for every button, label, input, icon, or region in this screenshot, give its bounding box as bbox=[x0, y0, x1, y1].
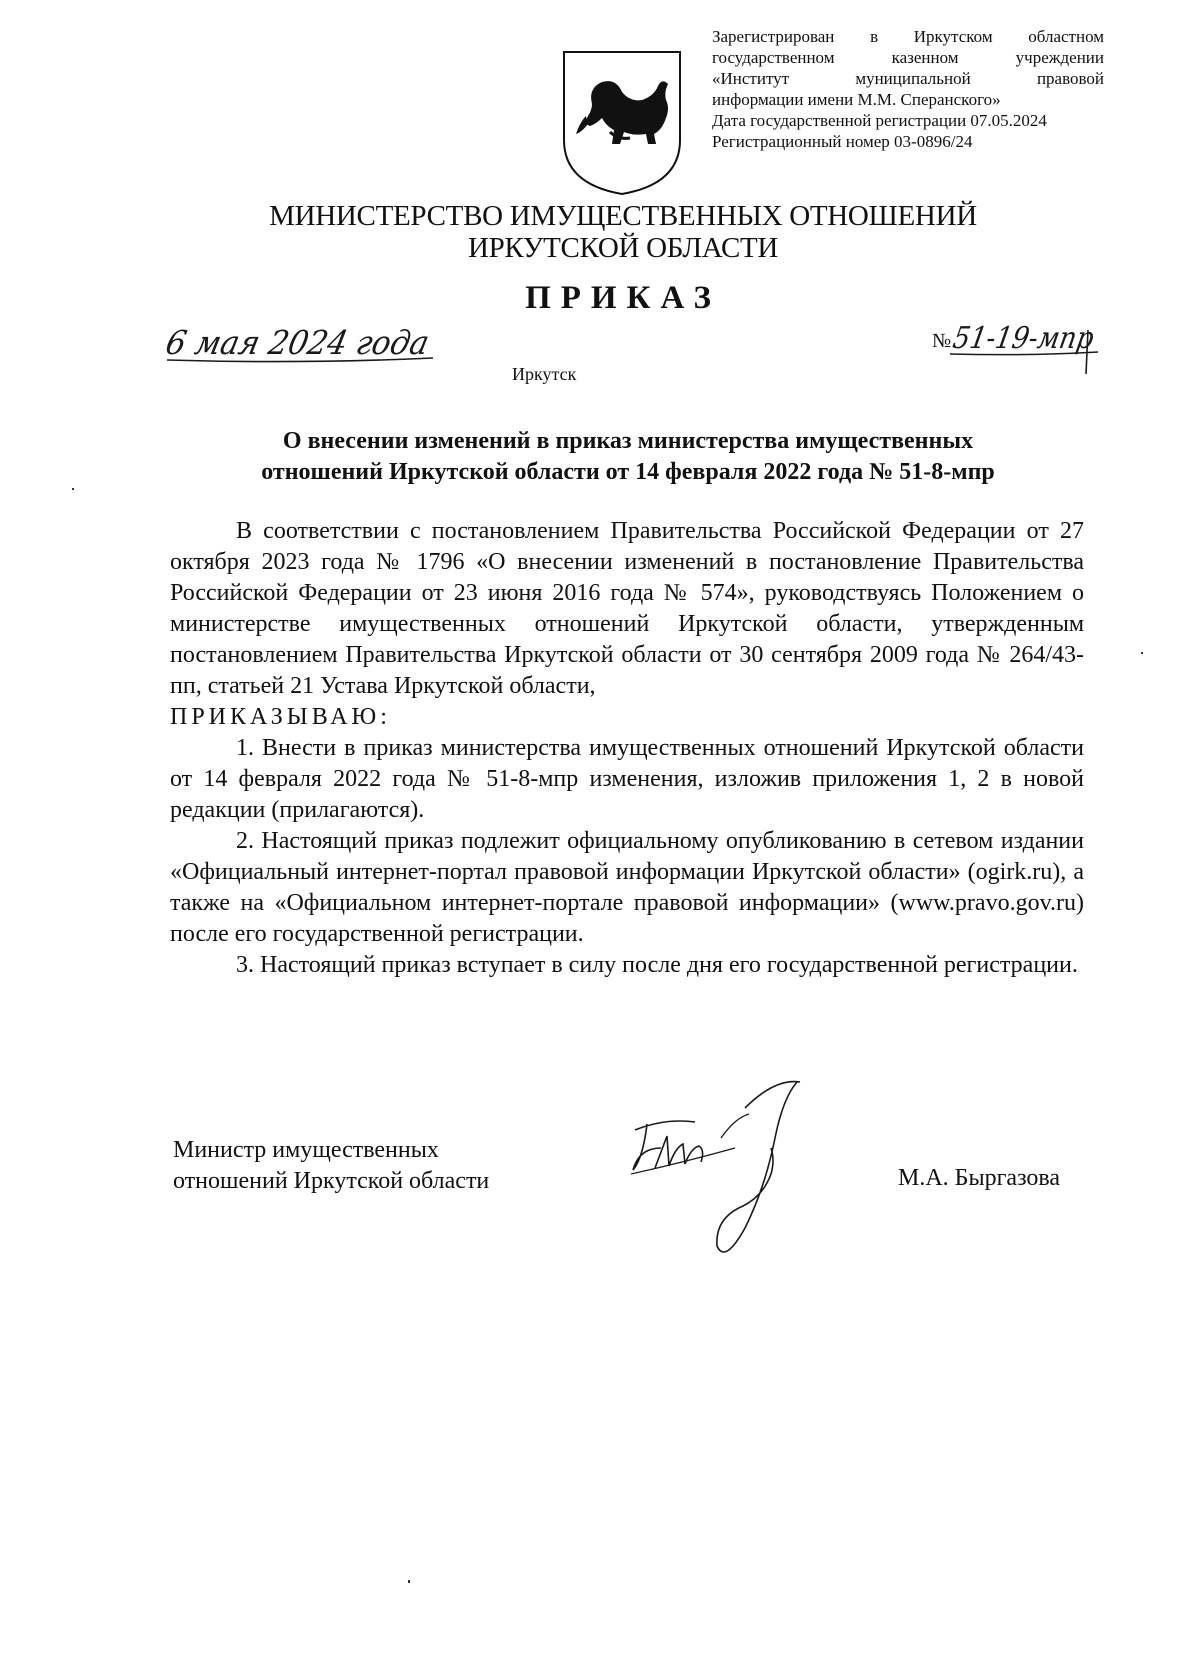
registration-number: Регистрационный номер 03-0896/24 bbox=[712, 132, 973, 151]
document-heading-line2: отношений Иркутской области от 14 февраля 2022 года № 51-8-мпр bbox=[261, 459, 995, 485]
order-item-2: 2. Настоящий приказ подлежит официальному опубликованию в сетевом издании «Официальный интернет-портал правовой информации Иркутской области» (ogirk.ru), а также на «Официальном интернет-портале правовой информации» (www.pravo.gov.ru) после его государственной регистрации. bbox=[170, 828, 1084, 947]
city: Иркутск bbox=[512, 364, 577, 384]
svg-text:51-19-мпр: 51-19-мпр bbox=[950, 321, 1108, 356]
handwritten-signature bbox=[625, 1078, 825, 1268]
scan-speck bbox=[1141, 652, 1143, 654]
registration-stamp-line: государственном казенном учреждении bbox=[712, 48, 1104, 67]
registration-stamp-line: Зарегистрирован в Иркутском областном bbox=[712, 27, 1104, 46]
order-verb: ПРИКАЗЫВАЮ: bbox=[170, 704, 391, 730]
registration-stamp-line: информации имени М.М. Сперанского» bbox=[712, 90, 1001, 109]
document-heading-line1: О внесении изменений в приказ министерства имущественных bbox=[282, 428, 974, 454]
registration-stamp-line: «Институт муниципальной правовой bbox=[712, 69, 1104, 88]
ministry-name-line2: ИРКУТСКОЙ ОБЛАСТИ bbox=[467, 232, 779, 264]
scan-speck bbox=[72, 488, 74, 490]
order-number-label: № bbox=[932, 330, 952, 352]
signer-position-line2: отношений Иркутской области bbox=[173, 1168, 490, 1194]
ministry-name-line1: МИНИСТЕРСТВО ИМУЩЕСТВЕННЫХ ОТНОШЕНИЙ bbox=[269, 200, 977, 232]
svg-text:6 мая 2024 года: 6 мая 2024 года bbox=[163, 323, 453, 362]
preamble-paragraph: В соответствии с постановлением Правительства Российской Федерации от 27 октября 2023 года № 1796 «О внесении изменений в постановление Правительства Российской Федерации от 23 июня 2016 года № 574», руководствуясь Положением о министерстве имущественных отношений Иркутской области, утвержденным постановлением Правительства Иркутской области от 30 сентября 2009 года № 264/43-пп, статьей 21 Устава Иркутской области, bbox=[170, 518, 1084, 699]
document-heading bbox=[170, 426, 1086, 488]
coat-of-arms-icon bbox=[558, 48, 686, 198]
handwritten-date bbox=[163, 312, 453, 372]
order-item-3: 3. Настоящий приказ вступает в силу после дня его государственной регистрации. bbox=[236, 952, 1078, 978]
signer-position-line1: Министр имущественных bbox=[173, 1137, 439, 1163]
document-type-title: ПРИКАЗ bbox=[525, 280, 721, 316]
signer-name: М.А. Быргазова bbox=[898, 1165, 1061, 1191]
signer-position bbox=[173, 1135, 489, 1197]
registration-stamp bbox=[712, 26, 1104, 152]
ministry-name bbox=[0, 200, 1200, 264]
document-body bbox=[170, 516, 1084, 981]
handwritten-order-number bbox=[948, 312, 1108, 376]
registration-date: Дата государственной регистрации 07.05.2024 bbox=[712, 111, 1047, 130]
scan-speck bbox=[408, 1580, 410, 1583]
order-item-1: 1. Внести в приказ министерства имущественных отношений Иркутской области от 14 февраля 2022 года № 51-8-мпр изменения, изложив приложения 1, 2 в новой редакции (прилагаются). bbox=[170, 735, 1084, 823]
